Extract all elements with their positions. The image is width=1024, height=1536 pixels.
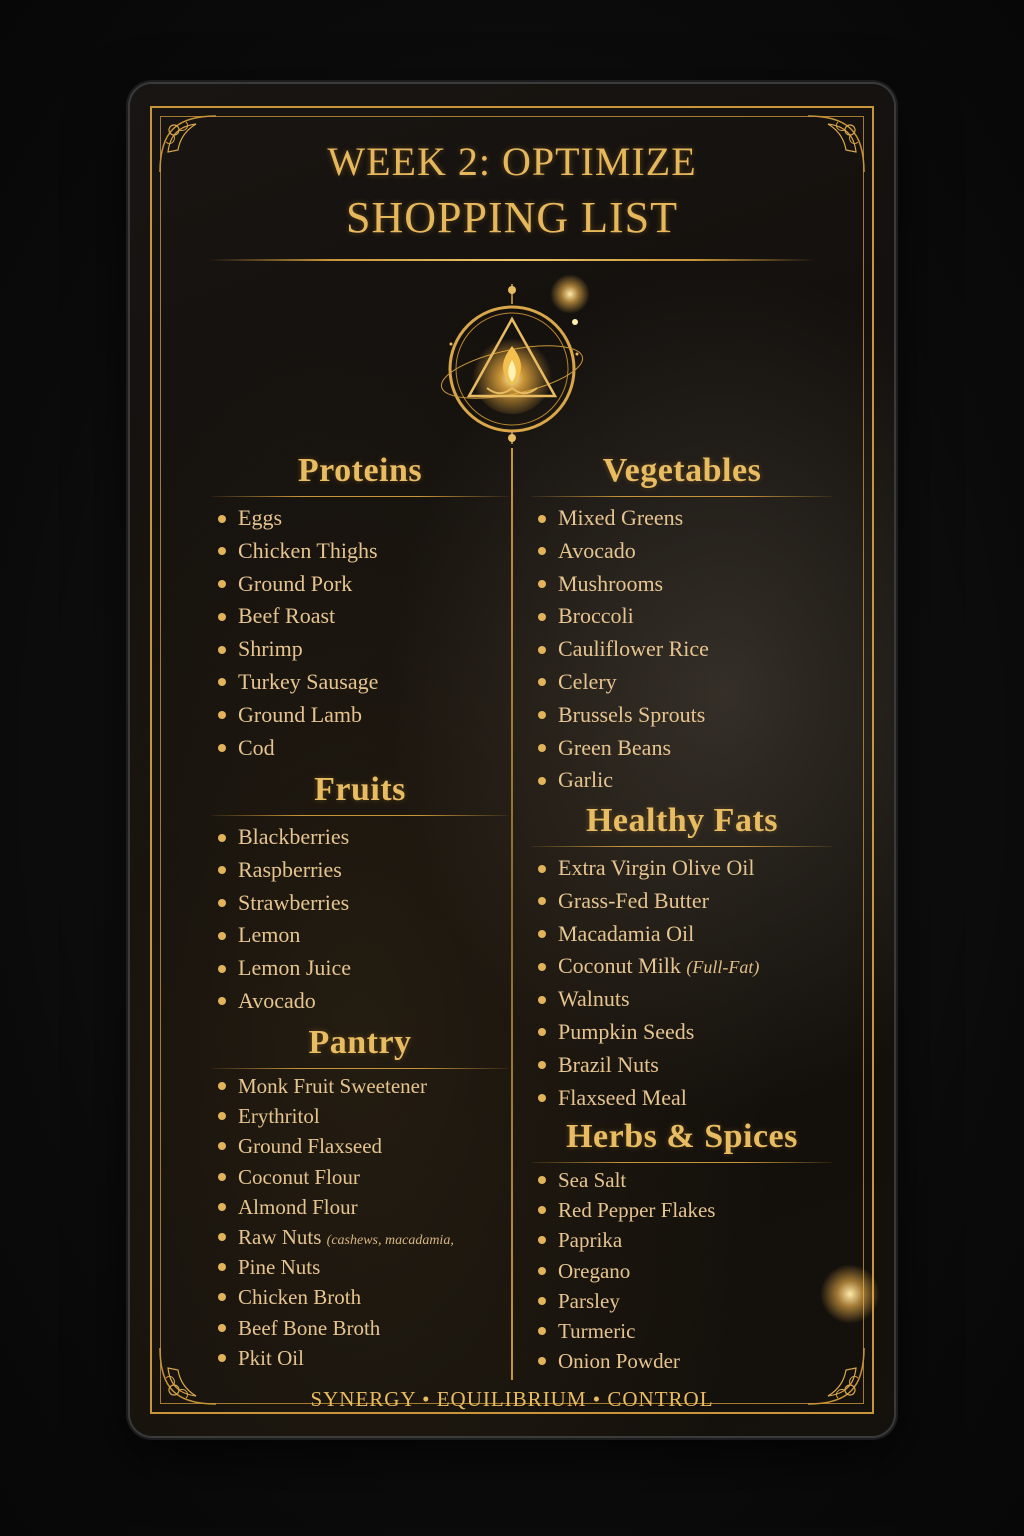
bullet-dot-icon	[218, 580, 226, 588]
pantry-list	[212, 1071, 508, 1373]
bullet-dot-icon	[538, 1327, 546, 1335]
bullet-dot-icon	[218, 1203, 226, 1211]
bullet-dot-icon	[538, 646, 546, 654]
bullet-dot-icon	[538, 963, 546, 971]
column-divider	[511, 448, 513, 1380]
bullet-dot-icon	[538, 897, 546, 905]
list-item: Pumpkin Seeds	[532, 1016, 832, 1049]
list-item: Garlic	[532, 764, 832, 797]
section-title-healthy-fats: Healthy Fats	[585, 802, 779, 839]
list-item: Sea Salt	[532, 1165, 832, 1195]
sparkle-glow-icon	[550, 274, 590, 314]
list-item: Chicken Broth	[212, 1282, 508, 1312]
list-item: Cauliflower Rice	[532, 633, 832, 666]
fruits-list	[212, 821, 508, 1018]
coconut-milk-note: (Full-Fat)	[686, 957, 760, 978]
bullet-dot-icon	[538, 547, 546, 555]
bullet-dot-icon	[538, 744, 546, 752]
bullet-dot-icon	[218, 834, 226, 842]
bullet-dot-icon	[218, 515, 226, 523]
bullet-dot-icon	[218, 711, 226, 719]
bullet-dot-icon	[218, 1233, 226, 1241]
list-item: Brussels Sprouts	[532, 699, 832, 732]
section-rule	[532, 846, 832, 847]
list-item: Avocado	[532, 535, 832, 568]
herbs-spices-list	[532, 1165, 832, 1376]
list-item: Eggs	[212, 502, 508, 535]
bullet-dot-icon	[218, 613, 226, 621]
section-title-pantry: Pantry	[308, 1024, 412, 1061]
bullet-dot-icon	[218, 1293, 226, 1301]
list-item: Onion Powder	[532, 1346, 832, 1376]
bullet-dot-icon	[218, 547, 226, 555]
list-item: Green Beans	[532, 732, 832, 765]
list-item: Red Pepper Flakes	[532, 1195, 832, 1225]
list-item: Ground Pork	[212, 568, 508, 601]
bullet-dot-icon	[538, 777, 546, 785]
bullet-dot-icon	[218, 932, 226, 940]
list-item: Paprika	[532, 1225, 832, 1255]
list-item: Grass-Fed Butter	[532, 885, 832, 918]
list-item: Blackberries	[212, 821, 508, 854]
bullet-dot-icon	[538, 996, 546, 1004]
list-item: Almond Flour	[212, 1192, 508, 1222]
shopping-list-card	[130, 84, 894, 1436]
list-item: Pkit Oil	[212, 1343, 508, 1373]
list-item: Macadamia Oil	[532, 918, 832, 951]
section-title-proteins: Proteins	[297, 452, 423, 489]
list-item: Flaxseed Meal	[532, 1082, 832, 1115]
list-item: Turmeric	[532, 1316, 832, 1346]
bullet-dot-icon	[218, 744, 226, 752]
bullet-dot-icon	[538, 580, 546, 588]
bullet-dot-icon	[538, 865, 546, 873]
bullet-dot-icon	[538, 1206, 546, 1214]
list-item: Extra Virgin Olive Oil	[532, 852, 832, 885]
list-item: Coconut Milk (Full-Fat)	[532, 950, 832, 983]
list-item: Beef Roast	[212, 600, 508, 633]
title-shopping-list: SHOPPING LIST	[345, 193, 679, 242]
list-item: Coconut Flour	[212, 1162, 508, 1192]
section-rule	[212, 1068, 508, 1069]
list-item: Raspberries	[212, 854, 508, 887]
list-item: Oregano	[532, 1256, 832, 1286]
bullet-dot-icon	[538, 678, 546, 686]
list-item: Mixed Greens	[532, 502, 832, 535]
footer-motto: SYNERGY • EQUILIBRIUM • CONTROL	[310, 1387, 714, 1411]
list-item: Cod	[212, 732, 508, 765]
section-rule	[532, 496, 832, 497]
list-item: Erythritol	[212, 1101, 508, 1131]
list-item: Avocado	[212, 985, 508, 1018]
list-item: Brazil Nuts	[532, 1049, 832, 1082]
list-item: Raw Nuts (cashews, macadamia,	[212, 1222, 508, 1252]
list-item: Turkey Sausage	[212, 666, 508, 699]
bullet-dot-icon	[538, 613, 546, 621]
list-item: Ground Lamb	[212, 699, 508, 732]
vegetables-list	[532, 502, 832, 797]
bullet-dot-icon	[218, 1263, 226, 1271]
list-item: Strawberries	[212, 887, 508, 920]
bullet-dot-icon	[538, 1061, 546, 1069]
list-item: Lemon Juice	[212, 952, 508, 985]
list-item: Pine Nuts	[212, 1252, 508, 1282]
title-week: WEEK 2: OPTIMIZE	[327, 139, 697, 184]
bullet-dot-icon	[218, 965, 226, 973]
bullet-dot-icon	[218, 678, 226, 686]
bullet-dot-icon	[538, 930, 546, 938]
bullet-dot-icon	[538, 711, 546, 719]
bullet-dot-icon	[538, 1357, 546, 1365]
bullet-dot-icon	[218, 1173, 226, 1181]
list-item: Lemon	[212, 919, 508, 952]
section-rule	[212, 815, 508, 816]
bullet-dot-icon	[538, 1297, 546, 1305]
bullet-dot-icon	[538, 1236, 546, 1244]
proteins-list	[212, 502, 508, 764]
bullet-dot-icon	[538, 1094, 546, 1102]
section-title-vegetables: Vegetables	[602, 452, 762, 489]
list-item: Monk Fruit Sweetener	[212, 1071, 508, 1101]
bullet-dot-icon	[538, 515, 546, 523]
bullet-dot-icon	[218, 899, 226, 907]
list-item: Shrimp	[212, 633, 508, 666]
section-title-fruits: Fruits	[314, 771, 406, 808]
list-item: Chicken Thighs	[212, 535, 508, 568]
title-divider	[208, 259, 816, 261]
bullet-dot-icon	[218, 1354, 226, 1362]
bullet-dot-icon	[218, 1324, 226, 1332]
list-item: Beef Bone Broth	[212, 1313, 508, 1343]
healthy-fats-list	[532, 852, 832, 1114]
bullet-dot-icon	[538, 1176, 546, 1184]
list-item: Celery	[532, 666, 832, 699]
section-rule	[212, 496, 508, 497]
bullet-dot-icon	[218, 1082, 226, 1090]
sparkle-glow-icon	[820, 1264, 880, 1324]
raw-nuts-note: (cashews, macadamia,	[326, 1232, 454, 1248]
bullet-dot-icon	[538, 1267, 546, 1275]
bullet-dot-icon	[218, 646, 226, 654]
bullet-dot-icon	[218, 866, 226, 874]
list-item: Ground Flaxseed	[212, 1131, 508, 1161]
list-item: Mushrooms	[532, 568, 832, 601]
list-item: Walnuts	[532, 983, 832, 1016]
list-item: Parsley	[532, 1286, 832, 1316]
section-rule	[532, 1162, 832, 1163]
bullet-dot-icon	[218, 1112, 226, 1120]
section-title-herbs-spices: Herbs & Spices	[566, 1118, 798, 1155]
list-item: Broccoli	[532, 600, 832, 633]
bullet-dot-icon	[218, 1142, 226, 1150]
bullet-dot-icon	[538, 1028, 546, 1036]
bullet-dot-icon	[218, 997, 226, 1005]
